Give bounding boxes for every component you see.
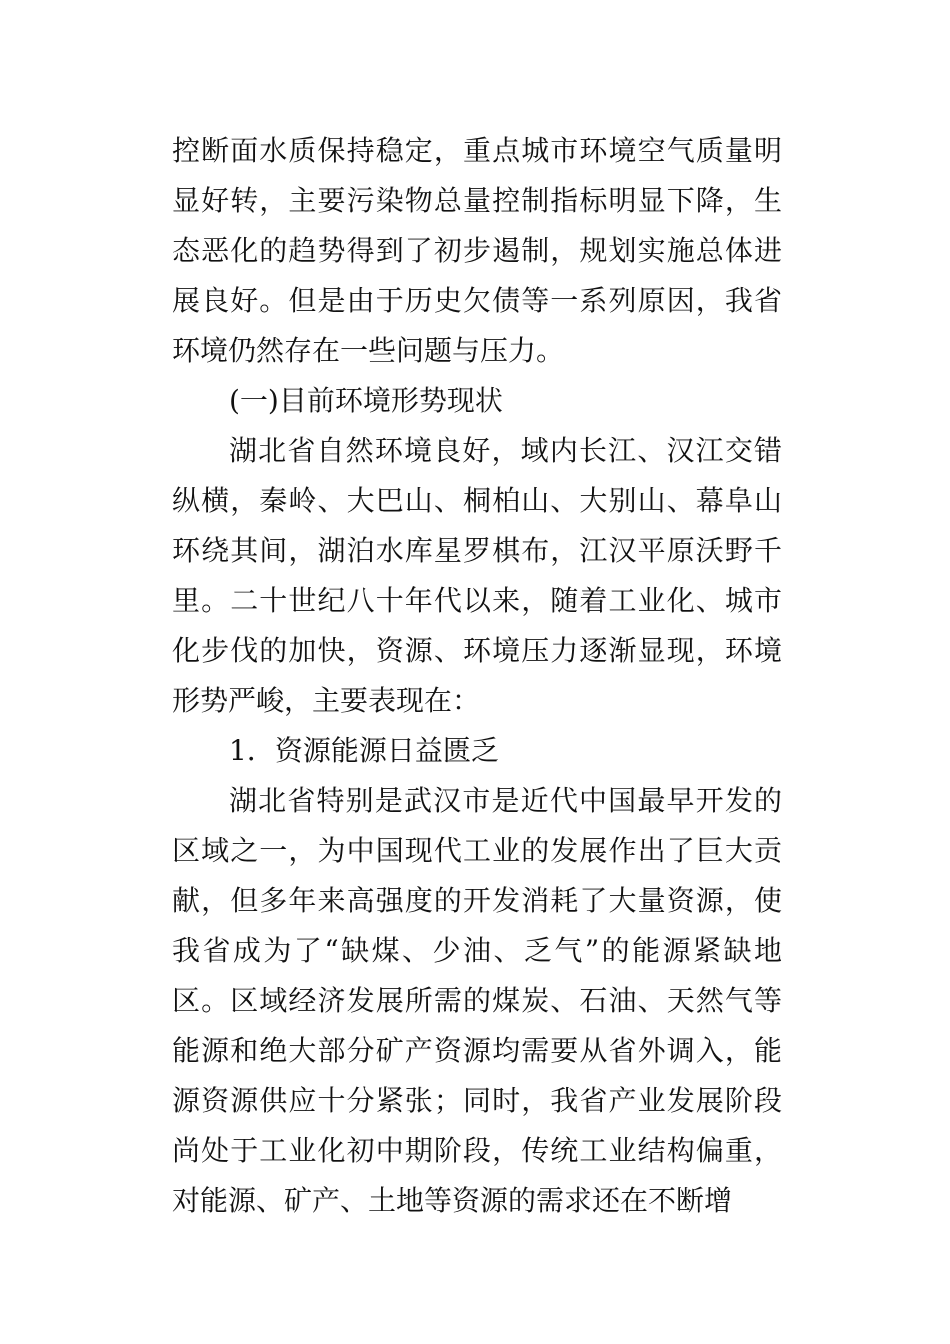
text-line: 纵横，秦岭、大巴山、桐柏山、大别山、幕阜山 xyxy=(172,484,782,517)
text-line: 形势严峻，主要表现在： xyxy=(172,684,481,717)
text-line: 里。二十世纪八十年代以来，随着工业化、城市 xyxy=(172,584,782,617)
text-line: 态恶化的趋势得到了初步遏制，规划实施总体进 xyxy=(172,234,782,267)
text-line: 能源和绝大部分矿产资源均需要从省外调入，能 xyxy=(172,1034,782,1067)
text-line: 湖北省自然环境良好，域内长江、汉江交错 xyxy=(229,434,782,467)
text-line: 尚处于工业化初中期阶段，传统工业结构偏重， xyxy=(172,1134,782,1167)
text-line: 我省成为了“缺煤、少油、乏气”的能源紧缺地 xyxy=(172,934,782,967)
text-line: 对能源、矿产、土地等资源的需求还在不断增 xyxy=(172,1184,733,1217)
section-heading: (一)目前环境形势现状 xyxy=(229,384,503,417)
text-line: 显好转，主要污染物总量控制指标明显下降，生 xyxy=(172,184,782,217)
subsection-heading: 1．资源能源日益匮乏 xyxy=(229,734,499,767)
text-line: 化步伐的加快，资源、环境压力逐渐显现，环境 xyxy=(172,634,782,667)
body-text xyxy=(172,126,782,1226)
text-line: 源资源供应十分紧张；同时，我省产业发展阶段 xyxy=(172,1084,782,1117)
text-line: 献，但多年来高强度的开发消耗了大量资源，使 xyxy=(172,884,782,917)
text-line: 展良好。但是由于历史欠债等一系列原因，我省 xyxy=(172,284,782,317)
text-line: 环境仍然存在一些问题与压力。 xyxy=(172,334,565,367)
text-line: 控断面水质保持稳定，重点城市环境空气质量明 xyxy=(172,134,782,167)
text-line: 区域之一，为中国现代工业的发展作出了巨大贡 xyxy=(172,834,782,867)
text-line: 环绕其间，湖泊水库星罗棋布，江汉平原沃野千 xyxy=(172,534,782,567)
text-line: 区。区域经济发展所需的煤炭、石油、天然气等 xyxy=(172,984,782,1017)
text-line: 湖北省特别是武汉市是近代中国最早开发的 xyxy=(229,784,782,817)
